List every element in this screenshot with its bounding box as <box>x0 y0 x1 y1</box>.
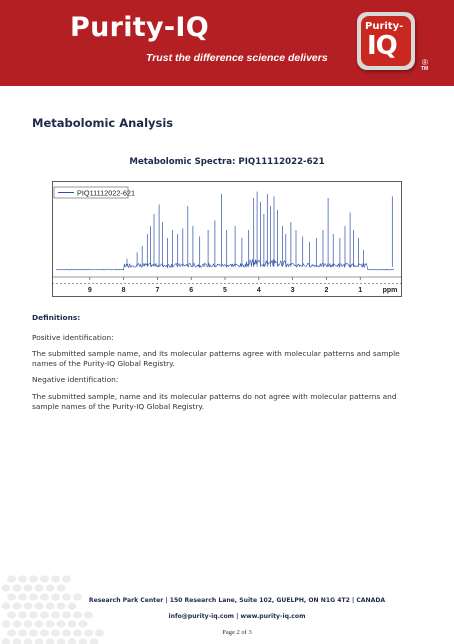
logo-registered-mark: ® <box>422 58 428 67</box>
x-tick-label: 8 <box>121 287 126 294</box>
footer-address: Research Park Center | 150 Research Lane, Suite 102, GUELPH, ON N1G 4T2 | CANADA <box>88 597 386 604</box>
x-axis-unit: ppm <box>382 287 398 294</box>
hexagon-decoration-cell <box>57 638 66 644</box>
footer-contact: info@purity-iq.com | www.purity-iq.com <box>168 613 306 620</box>
hexagon-decoration-cell <box>35 638 44 644</box>
spectra-title: Metabolomic Spectra: PIQ11112022-621 <box>129 157 325 167</box>
hexagon-decoration-cell <box>57 584 66 591</box>
negative-identification-text: The submitted sample, name and its molecular patterns do not agree with molecular patterns and sample names of the Purity-IQ Global Registry. <box>32 391 397 411</box>
x-tick-label: 5 <box>223 287 227 294</box>
page-header <box>0 0 454 86</box>
hexagon-decoration-cell <box>13 584 22 591</box>
section-title: Metabolomic Analysis <box>32 116 174 130</box>
hexagon-decoration-cell <box>24 584 33 591</box>
definitions-section <box>32 313 422 418</box>
hexagon-decoration-cell <box>68 620 77 627</box>
x-tick-label: 9 <box>87 287 92 294</box>
hexagon-decoration-cell <box>13 620 22 627</box>
logo-line1: Purity- <box>365 21 404 32</box>
x-tick-label: 3 <box>290 287 295 294</box>
logo-line2: IQ <box>367 31 397 61</box>
chart-legend <box>54 187 135 198</box>
purity-iq-logo <box>357 12 415 70</box>
hexagon-decoration-cell <box>29 575 38 582</box>
hexagon-decoration-cell <box>46 638 55 644</box>
hexagon-decoration-cell <box>51 575 60 582</box>
x-tick-label: 7 <box>155 287 160 294</box>
hexagon-decoration-cell <box>2 638 11 644</box>
x-tick-label: 6 <box>189 287 194 294</box>
positive-identification-text: The submitted sample name, and its molecular patterns agree with molecular patterns and sample names of the Purity-IQ Global Registry. <box>32 349 400 368</box>
hexagon-decoration-cell <box>79 620 88 627</box>
hexagon-decoration-cell <box>24 638 33 644</box>
x-tick-label: 1 <box>358 287 363 294</box>
hexagon-decoration-cell <box>46 584 55 591</box>
page-number: Page 2 of 3 <box>222 629 252 636</box>
hexagon-decoration-cell <box>35 620 44 627</box>
legend-series-label: PIQ11112022-621 <box>77 188 136 198</box>
negative-identification-label: Negative identification: <box>32 375 119 385</box>
nmr-spectrum-chart <box>52 181 402 297</box>
hexagon-decoration-cell <box>13 638 22 644</box>
hexagon-decoration-cell <box>57 620 66 627</box>
hexagon-decoration-cell <box>62 575 71 582</box>
hexagon-decoration-cell <box>2 584 11 591</box>
hexagon-decoration-cell <box>7 575 16 582</box>
logo-tm-mark: TM <box>421 66 429 72</box>
hexagon-decoration-cell <box>46 620 55 627</box>
hexagon-decoration-cell <box>18 575 27 582</box>
hexagon-decoration-cell <box>40 575 49 582</box>
hexagon-decoration-cell <box>79 638 88 644</box>
definitions-heading: Definitions: <box>32 313 81 322</box>
hexagon-decoration-cell <box>35 584 44 591</box>
brand-name: Purity-IQ <box>70 12 209 43</box>
hexagon-decoration-cell <box>90 638 99 644</box>
positive-identification-label: Positive identification: <box>32 332 114 342</box>
hexagon-decoration-cell <box>2 620 11 627</box>
brand-tagline: Trust the difference science delivers <box>146 52 328 64</box>
x-tick-label: 4 <box>256 287 261 294</box>
x-tick-label: 2 <box>324 287 329 294</box>
hexagon-decoration-cell <box>68 638 77 644</box>
hexagon-decoration-cell <box>24 620 33 627</box>
